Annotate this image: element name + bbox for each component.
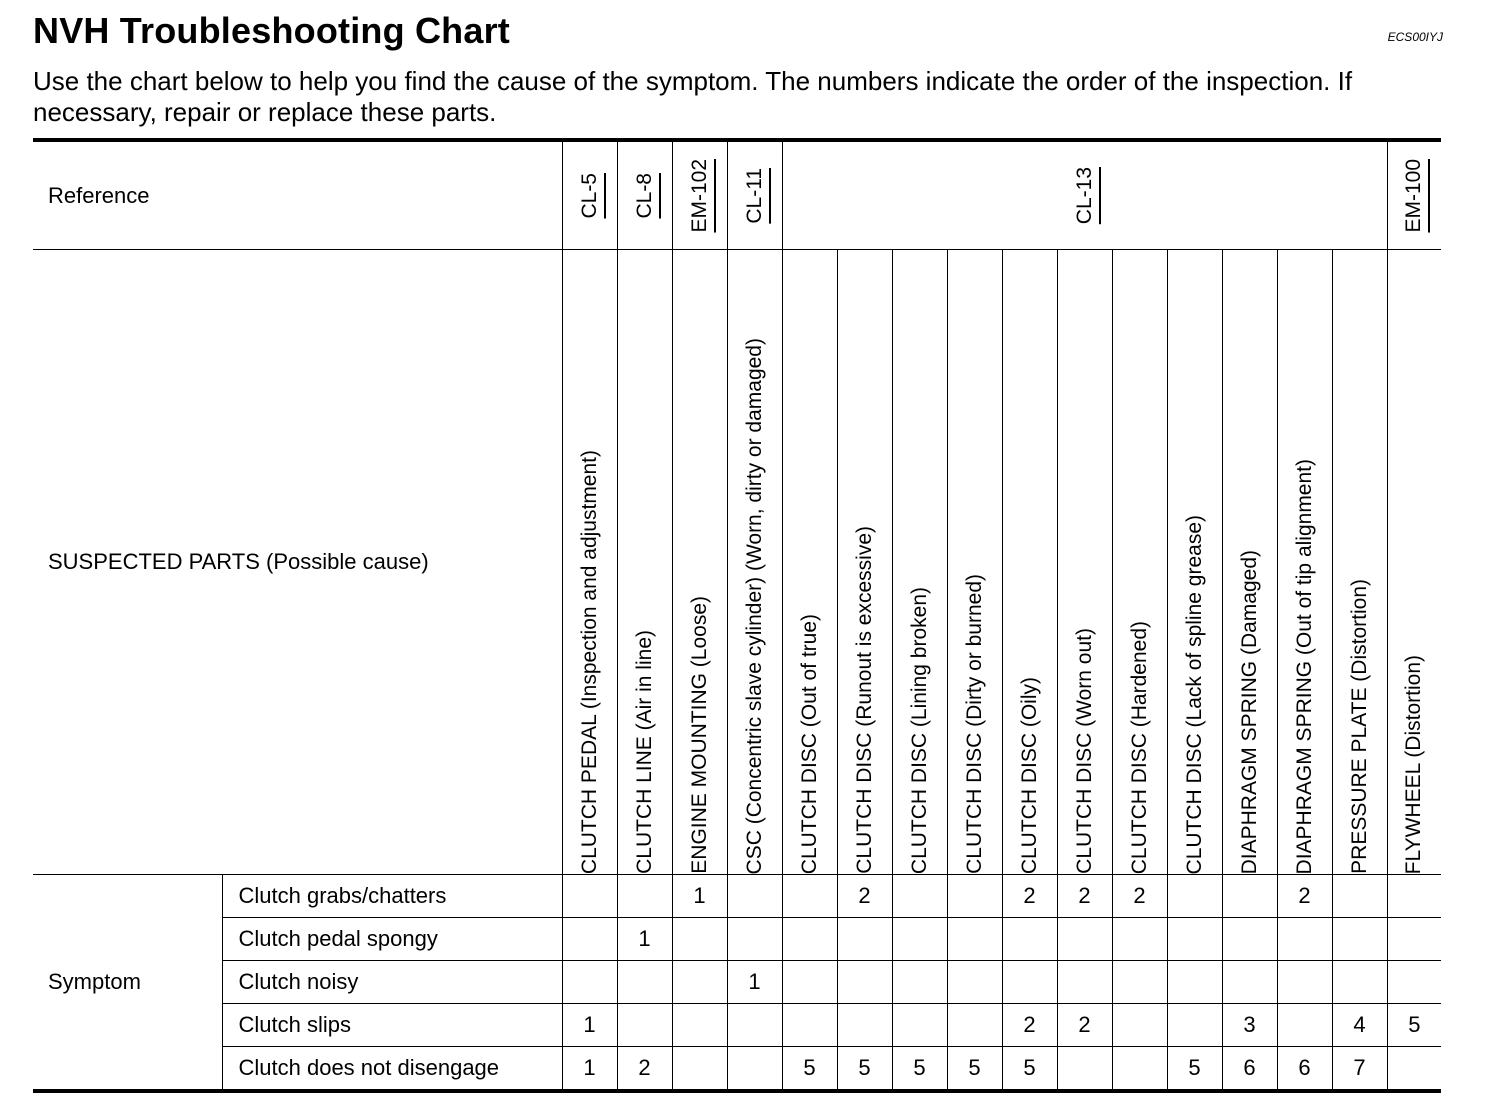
symptom-name: Clutch noisy (222, 961, 562, 1004)
order-cell (892, 918, 947, 961)
part-header (1167, 250, 1222, 875)
order-cell (1112, 918, 1167, 961)
order-cell: 7 (1332, 1047, 1387, 1092)
order-cell (672, 918, 727, 961)
part-name: ENGINE MOUNTING (Loose) (687, 596, 711, 874)
reference-cell (562, 140, 617, 250)
document-code: ECS00IYJ (1387, 30, 1443, 44)
part-name: CLUTCH DISC (Lining broken) (907, 586, 931, 874)
order-cell: 1 (562, 1004, 617, 1047)
order-cell (1112, 961, 1167, 1004)
part-header (1057, 250, 1112, 875)
order-cell (1057, 961, 1112, 1004)
order-cell (1222, 961, 1277, 1004)
order-cell (727, 918, 782, 961)
order-cell (1167, 918, 1222, 961)
order-cell (892, 961, 947, 1004)
order-cell: 5 (837, 1047, 892, 1092)
order-cell (1277, 1004, 1332, 1047)
order-cell (892, 1004, 947, 1047)
order-cell (727, 875, 782, 918)
symptom-name: Clutch slips (222, 1004, 562, 1047)
part-header (672, 250, 727, 875)
reference-cell (617, 140, 672, 250)
order-cell (1387, 961, 1441, 1004)
order-cell (1167, 961, 1222, 1004)
reference-row (33, 140, 1441, 250)
order-cell: 5 (892, 1047, 947, 1092)
part-name: CLUTCH DISC (Runout is excessive) (852, 526, 876, 874)
order-cell (782, 918, 837, 961)
order-cell (1387, 875, 1441, 918)
part-name: DIAPHRAGM SPRING (Out of tip alignment) (1292, 458, 1316, 874)
order-cell: 3 (1222, 1004, 1277, 1047)
order-cell (562, 961, 617, 1004)
order-cell: 2 (1112, 875, 1167, 918)
symptom-row (33, 961, 1441, 1004)
order-cell: 6 (1222, 1047, 1277, 1092)
order-cell (782, 961, 837, 1004)
order-cell: 1 (727, 961, 782, 1004)
order-cell (1222, 918, 1277, 961)
order-cell: 1 (617, 918, 672, 961)
reference-cell (727, 140, 782, 250)
order-cell (1167, 875, 1222, 918)
part-name: FLYWHEEL (Distortion) (1402, 654, 1426, 874)
reference-text: CL-8 (632, 172, 656, 219)
reference-cell (1387, 140, 1441, 250)
symptom-name: Clutch grabs/chatters (222, 875, 562, 918)
order-cell (1277, 961, 1332, 1004)
part-header (1002, 250, 1057, 875)
order-cell: 1 (562, 1047, 617, 1092)
part-header (947, 250, 1002, 875)
symptom-name: Clutch does not disengage (222, 1047, 562, 1092)
order-cell (782, 1004, 837, 1047)
order-cell: 2 (1057, 1004, 1112, 1047)
part-header (892, 250, 947, 875)
order-cell (727, 1004, 782, 1047)
part-name: CLUTCH DISC (Hardened) (1127, 620, 1151, 874)
order-cell (617, 875, 672, 918)
part-name: CLUTCH DISC (Worn out) (1072, 628, 1096, 874)
page-title: NVH Troubleshooting Chart (33, 10, 510, 51)
symptom-row (33, 1047, 1441, 1092)
order-cell: 4 (1332, 1004, 1387, 1047)
order-cell: 6 (1277, 1047, 1332, 1092)
troubleshooting-table (33, 138, 1441, 1093)
reference-cell (672, 140, 727, 250)
order-cell (892, 875, 947, 918)
reference-text: CL-11 (742, 167, 766, 224)
order-cell: 2 (1002, 875, 1057, 918)
order-cell (1332, 961, 1387, 1004)
reference-text: CL-5 (577, 172, 601, 219)
part-header (837, 250, 892, 875)
order-cell (1112, 1004, 1167, 1047)
order-cell (562, 918, 617, 961)
part-name: CSC (Concentric slave cylinder) (Worn, dirty or damaged) (742, 337, 766, 874)
order-cell (562, 875, 617, 918)
order-cell: 1 (672, 875, 727, 918)
part-name: CLUTCH DISC (Out of true) (797, 613, 821, 874)
suspected-parts-label: SUSPECTED PARTS (Possible cause) (33, 250, 562, 875)
order-cell (782, 875, 837, 918)
order-cell (947, 918, 1002, 961)
part-header (782, 250, 837, 875)
order-cell (727, 1047, 782, 1092)
order-cell (947, 961, 1002, 1004)
suspected-parts-row (33, 250, 1441, 875)
intro-text: Use the chart below to help you find the cause of the symptom. The numbers indicate the order of the inspection. If necessary, repair or replace these parts. (33, 66, 1353, 127)
part-name: CLUTCH LINE (Air in line) (632, 630, 656, 874)
order-cell: 2 (1002, 1004, 1057, 1047)
order-cell (837, 918, 892, 961)
order-cell (1002, 961, 1057, 1004)
symptom-name: Clutch pedal spongy (222, 918, 562, 961)
part-header (1387, 250, 1441, 875)
order-cell (1387, 1047, 1441, 1092)
order-cell (947, 875, 1002, 918)
order-cell (837, 1004, 892, 1047)
part-name: CLUTCH DISC (Dirty or burned) (962, 574, 986, 874)
order-cell: 5 (947, 1047, 1002, 1092)
reference-cell (782, 140, 1387, 250)
order-cell: 5 (1002, 1047, 1057, 1092)
order-cell (672, 1004, 727, 1047)
part-name: CLUTCH DISC (Oily) (1017, 676, 1041, 874)
order-cell: 5 (1387, 1004, 1441, 1047)
part-name: CLUTCH DISC (Lack of spline grease) (1182, 514, 1206, 874)
order-cell (1332, 875, 1387, 918)
part-header (1332, 250, 1387, 875)
part-header (1277, 250, 1332, 875)
order-cell: 2 (1277, 875, 1332, 918)
part-name: PRESSURE PLATE (Distortion) (1347, 579, 1371, 874)
part-name: CLUTCH PEDAL (Inspection and adjustment) (577, 449, 601, 874)
part-header (1222, 250, 1277, 875)
order-cell (1057, 1047, 1112, 1092)
order-cell (1387, 918, 1441, 961)
part-header (617, 250, 672, 875)
order-cell: 2 (617, 1047, 672, 1092)
part-header (562, 250, 617, 875)
order-cell (672, 961, 727, 1004)
symptom-row (33, 1004, 1441, 1047)
order-cell (672, 1047, 727, 1092)
order-cell (1112, 1047, 1167, 1092)
part-name: DIAPHRAGM SPRING (Damaged) (1237, 549, 1261, 874)
order-cell: 2 (1057, 875, 1112, 918)
order-cell (1002, 918, 1057, 961)
symptom-row (33, 875, 1441, 918)
order-cell (837, 961, 892, 1004)
order-cell (1277, 918, 1332, 961)
reference-text: CL-13 (1072, 166, 1096, 225)
order-cell (1332, 918, 1387, 961)
order-cell: 5 (782, 1047, 837, 1092)
reference-label: Reference (33, 140, 562, 250)
part-header (727, 250, 782, 875)
order-cell: 2 (837, 875, 892, 918)
order-cell (1167, 1004, 1222, 1047)
reference-text: EM-100 (1402, 158, 1426, 233)
order-cell (1222, 875, 1277, 918)
order-cell (617, 1004, 672, 1047)
order-cell (1057, 918, 1112, 961)
symptom-row (33, 918, 1441, 961)
symptom-label: Symptom (33, 875, 222, 1092)
reference-text: EM-102 (687, 158, 711, 233)
part-header (1112, 250, 1167, 875)
order-cell: 5 (1167, 1047, 1222, 1092)
order-cell (947, 1004, 1002, 1047)
order-cell (617, 961, 672, 1004)
